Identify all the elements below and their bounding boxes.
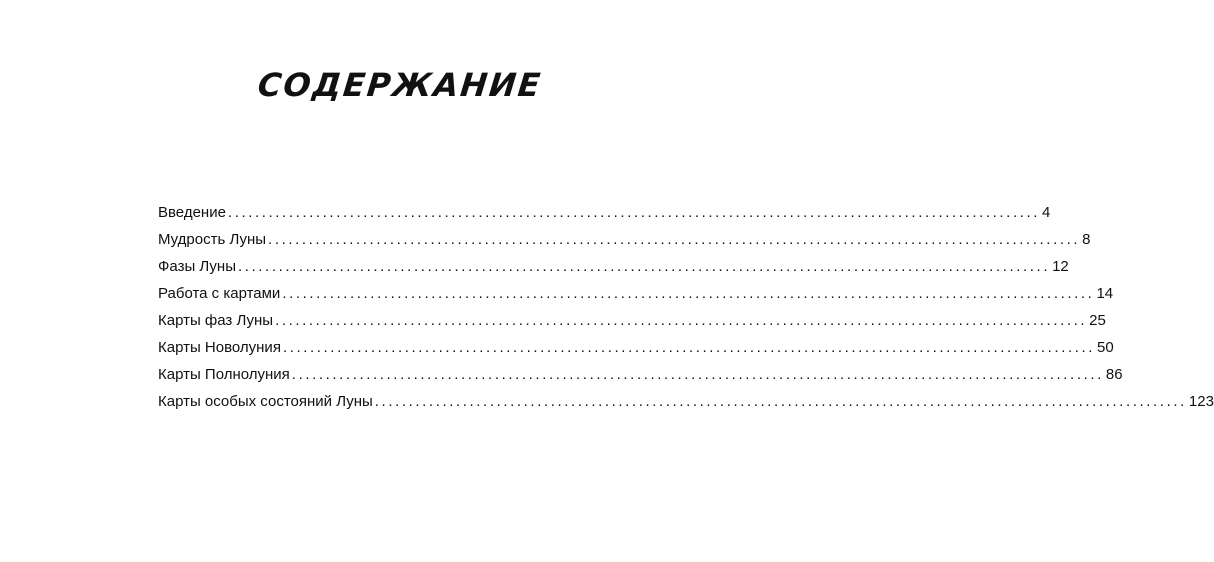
toc-entry-page: 4: [1042, 204, 1051, 221]
toc-entry-working-with-cards[interactable]: [158, 280, 1114, 307]
toc-entry-label: Карты Новолуния: [158, 339, 281, 356]
toc-entry-label: Карты фаз Луны: [158, 312, 274, 329]
toc-entry-label: Карты Полнолуния: [158, 366, 290, 383]
toc-entry-introduction[interactable]: [158, 199, 1051, 226]
toc-entry-special-states-cards[interactable]: [158, 388, 1214, 415]
toc-entry-new-moon-cards[interactable]: [158, 334, 1114, 361]
toc-entry-moon-phases[interactable]: [158, 253, 1069, 280]
toc-entry-label: Карты особых состояний Луны: [158, 393, 373, 410]
toc-entry-page: 86: [1105, 366, 1123, 383]
toc-entry-page: 12: [1052, 258, 1069, 275]
page-title: СОДЕРЖАНИЕ: [256, 66, 544, 104]
table-of-contents: [158, 199, 1214, 415]
toc-entry-label: Фазы Луны: [158, 258, 236, 275]
toc-entry-page: 25: [1089, 312, 1106, 329]
toc-entry-moon-wisdom[interactable]: [158, 226, 1091, 253]
toc-entry-page: 123: [1188, 393, 1214, 410]
dot-leader: ........................................................................................................................: [291, 366, 1104, 383]
toc-entry-page: 50: [1097, 339, 1114, 356]
toc-entry-page: 14: [1096, 285, 1114, 302]
toc-entry-label: Мудрость Луны: [158, 231, 267, 248]
dot-leader: ........................................................................................................................: [374, 393, 1187, 410]
dot-leader: ........................................................................................................................: [268, 231, 1081, 248]
dot-leader: ........................................................................................................................: [282, 285, 1095, 302]
dot-leader: ........................................................................................................................: [282, 339, 1096, 356]
toc-entry-full-moon-cards[interactable]: [158, 361, 1123, 388]
dot-leader: ........................................................................................................................: [237, 258, 1051, 275]
dot-leader: ........................................................................................................................: [227, 204, 1041, 221]
toc-entry-phase-cards[interactable]: [158, 307, 1106, 334]
toc-entry-label: Работа с картами: [158, 285, 281, 302]
dot-leader: ........................................................................................................................: [275, 312, 1088, 329]
toc-entry-label: Введение: [158, 204, 226, 221]
toc-entry-page: 8: [1082, 231, 1091, 248]
